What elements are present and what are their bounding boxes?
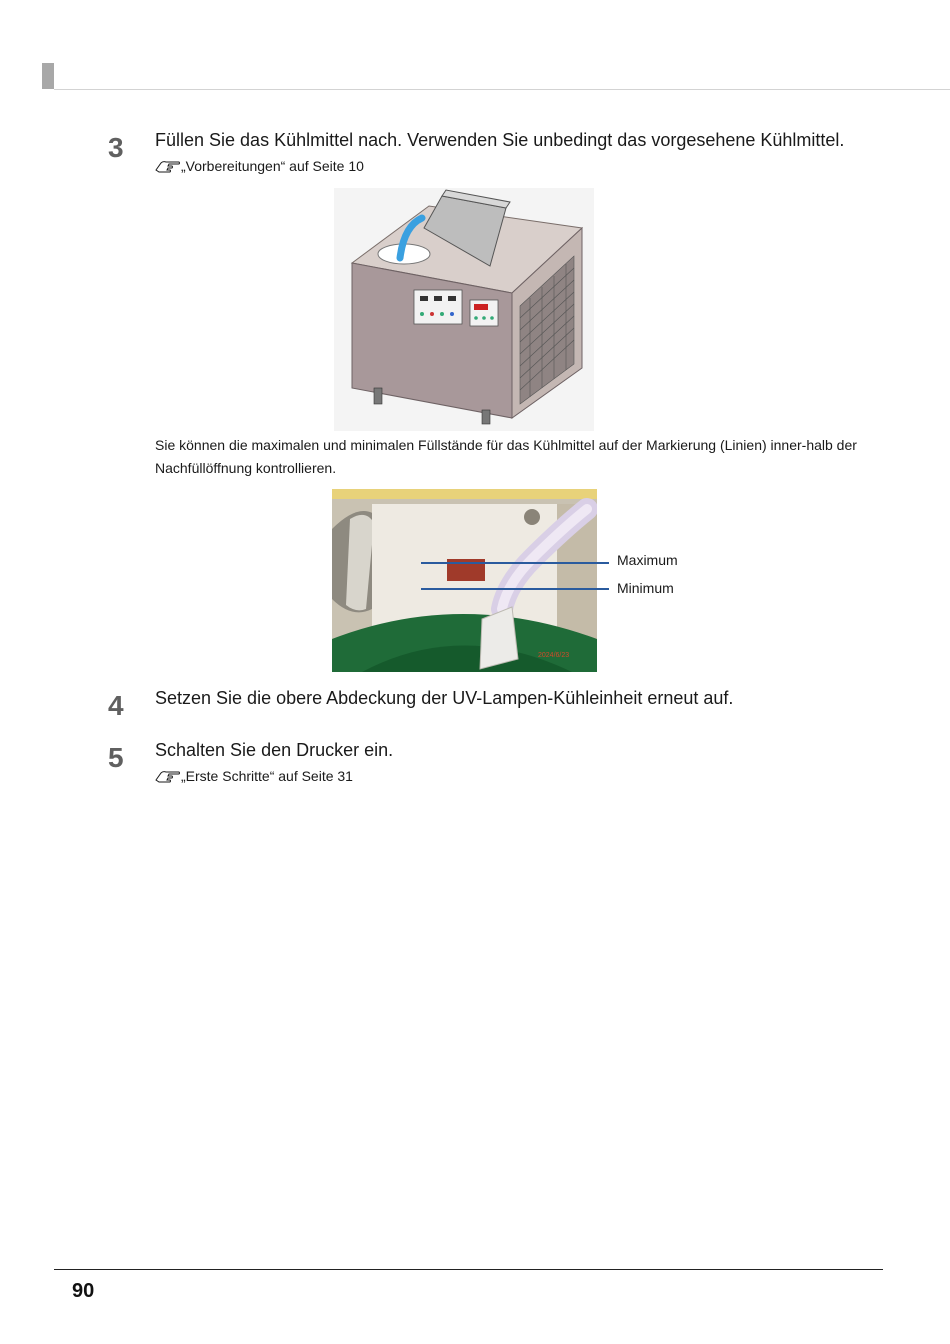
pointing-hand-icon — [155, 158, 181, 174]
step-3-title: Füllen Sie das Kühlmittel nach. Verwenden Sie unbedingt das vorgesehene Kühlmittel. — [155, 130, 845, 150]
step-5-reference-link[interactable] — [155, 768, 353, 785]
page-number: 90 — [72, 1280, 95, 1302]
step-3-number: 3 — [108, 132, 124, 163]
step-4-title: Setzen Sie die obere Abdeckung der UV-Lampen-Kühleinheit erneut auf. — [155, 688, 734, 708]
step-3-reference-text[interactable]: „Vorbereitungen“ auf Seite 10 — [181, 158, 364, 174]
step-5-reference-text[interactable]: „Erste Schritte“ auf Seite 31 — [181, 768, 353, 784]
footer-rule — [54, 1269, 883, 1270]
header-tab — [42, 63, 54, 89]
pointing-hand-icon — [155, 768, 181, 784]
minimum-level-line — [421, 588, 609, 590]
minimum-label: Minimum — [617, 580, 674, 596]
step-3-reference-link[interactable] — [155, 158, 364, 175]
fill-opening-photo — [332, 489, 597, 672]
photo-date-stamp: 2024/6/23 — [538, 652, 570, 659]
maximum-level-line — [421, 562, 609, 564]
step-4-number: 4 — [108, 690, 124, 721]
step-5-number: 5 — [108, 742, 124, 773]
cooling-unit-figure — [334, 188, 594, 431]
level-check-paragraph: Sie können die maximalen und minimalen Füllstände für das Kühlmittel auf der Markierung (Linien) inner-halb der Nachfüllöffnung kontrollieren. — [155, 437, 857, 476]
header-rule — [54, 89, 950, 90]
step-5-title: Schalten Sie den Drucker ein. — [155, 740, 394, 760]
maximum-label: Maximum — [617, 552, 678, 568]
